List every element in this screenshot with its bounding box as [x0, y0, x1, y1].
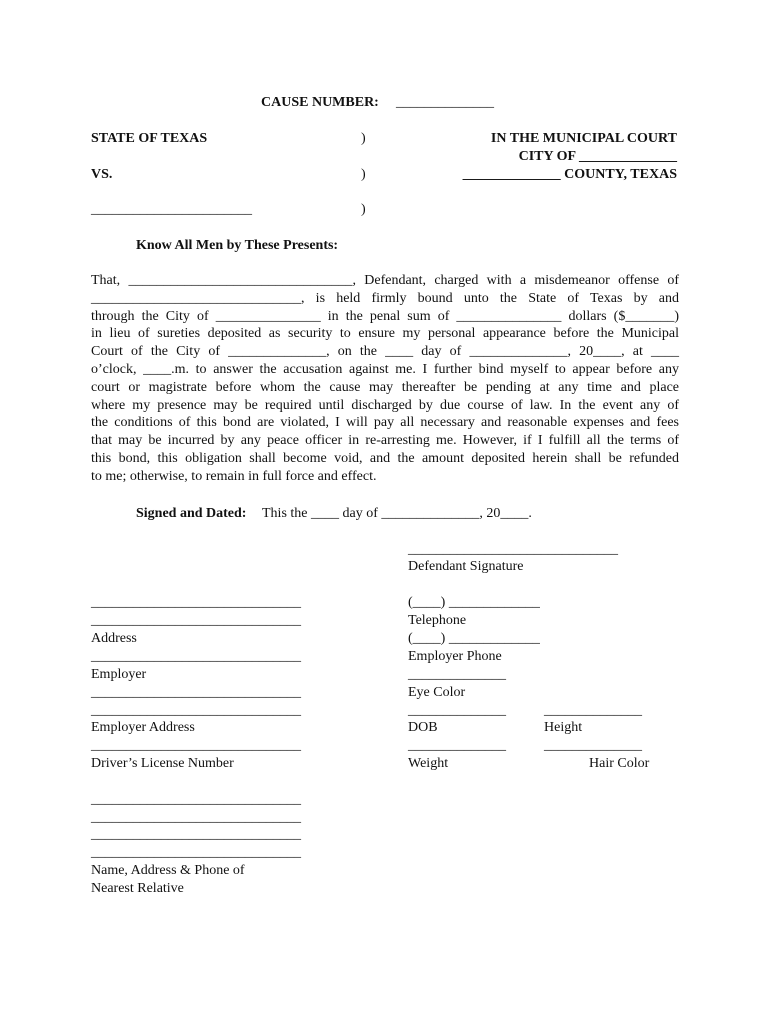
- paragraph-line: this bond, this obligation shall become void, and the amount deposited herein shall be refunded: [91, 450, 679, 466]
- relative-label-1: Name, Address & Phone of: [91, 863, 245, 878]
- address-line-1: ______________________________: [91, 595, 301, 610]
- eye-color-line: ______________: [408, 667, 506, 682]
- caption-state: STATE OF TEXAS: [91, 131, 208, 146]
- weight-line: ______________: [408, 738, 506, 753]
- employer-address-label: Employer Address: [91, 720, 195, 735]
- telephone-label: Telephone: [408, 613, 467, 628]
- signed-dated-text: This the ____ day of ______________, 20____.: [262, 506, 532, 521]
- paragraph-line: o’clock, ____.m. to answer the accusation against me. I further bind myself to appear before any: [91, 361, 679, 377]
- hair-color-line: ______________: [544, 738, 642, 753]
- caption-paren-3: ): [361, 202, 366, 217]
- eye-color-label: Eye Color: [408, 685, 466, 700]
- relative-line-4: ______________________________: [91, 845, 301, 860]
- caption-paren-1: ): [361, 131, 366, 146]
- paragraph-line: court or magistrate before whom the cause may thereafter be pending at any time and place: [91, 379, 679, 395]
- dob-label: DOB: [408, 720, 438, 735]
- caption-defendant-blank: _______________________: [91, 202, 252, 217]
- hair-color-label: Hair Color: [589, 756, 650, 771]
- license-label: Driver’s License Number: [91, 756, 234, 771]
- defendant-signature-line: ______________________________: [408, 542, 618, 557]
- address-line-2: ______________________________: [91, 613, 301, 628]
- bond-paragraph: [91, 272, 679, 486]
- height-label: Height: [544, 720, 583, 735]
- paragraph-line: through the City of _______________ in the penal sum of _______________ dollars ($_______): [91, 308, 679, 324]
- relative-line-1: ______________________________: [91, 792, 301, 807]
- paragraph-line: ______________________________, is held firmly bound unto the State of Texas by and: [91, 290, 679, 306]
- caption-court: IN THE MUNICIPAL COURT: [490, 131, 677, 146]
- relative-line-2: ______________________________: [91, 810, 301, 825]
- caption-paren-2: ): [361, 167, 366, 182]
- caption-city: CITY OF ______________: [518, 149, 677, 164]
- weight-label: Weight: [408, 756, 449, 771]
- paragraph-line: Court of the City of ______________, on the ____ day of ______________, 20____, at ____: [91, 344, 679, 360]
- paragraph-line: That, ________________________________, Defendant, charged with a misdemeanor offense of: [91, 273, 679, 288]
- caption-county: ______________ COUNTY, TEXAS: [462, 167, 677, 182]
- height-line: ______________: [544, 703, 642, 718]
- paragraph-line: to me; otherwise, to remain in full force and effect.: [91, 468, 377, 484]
- employer-label: Employer: [91, 667, 147, 682]
- cause-number-blank: ______________: [396, 95, 494, 110]
- relative-line-3: ______________________________: [91, 827, 301, 842]
- employer-phone-label: Employer Phone: [408, 649, 502, 664]
- paragraph-line: the conditions of this bond are violated, I will pay all necessary and reasonable expenses and fees: [91, 415, 679, 431]
- telephone-blank: (____) _____________: [408, 595, 540, 610]
- address-label: Address: [91, 631, 137, 646]
- employer-address-line-2: ______________________________: [91, 703, 301, 718]
- license-line: ______________________________: [91, 738, 301, 753]
- cause-number-label: CAUSE NUMBER:: [261, 95, 379, 110]
- signed-dated-label: Signed and Dated:: [136, 506, 247, 521]
- employer-address-line-1: ______________________________: [91, 685, 301, 700]
- defendant-signature-label: Defendant Signature: [408, 559, 524, 574]
- relative-label-2: Nearest Relative: [91, 881, 184, 896]
- caption-vs: VS.: [91, 167, 113, 182]
- paragraph-line: that may be incurred by any peace officer in re-arresting me. However, if I fulfill all the terms of: [91, 433, 679, 449]
- employer-line: ______________________________: [91, 649, 301, 664]
- dob-line: ______________: [408, 703, 506, 718]
- employer-phone-blank: (____) _____________: [408, 631, 540, 646]
- presents-heading: Know All Men by These Presents:: [136, 238, 339, 253]
- paragraph-line: where my presence may be required until discharged by due course of law. In the event any of: [91, 397, 679, 413]
- paragraph-line: in lieu of sureties deposited as security to ensure my personal appearance before the Municipal: [91, 326, 679, 342]
